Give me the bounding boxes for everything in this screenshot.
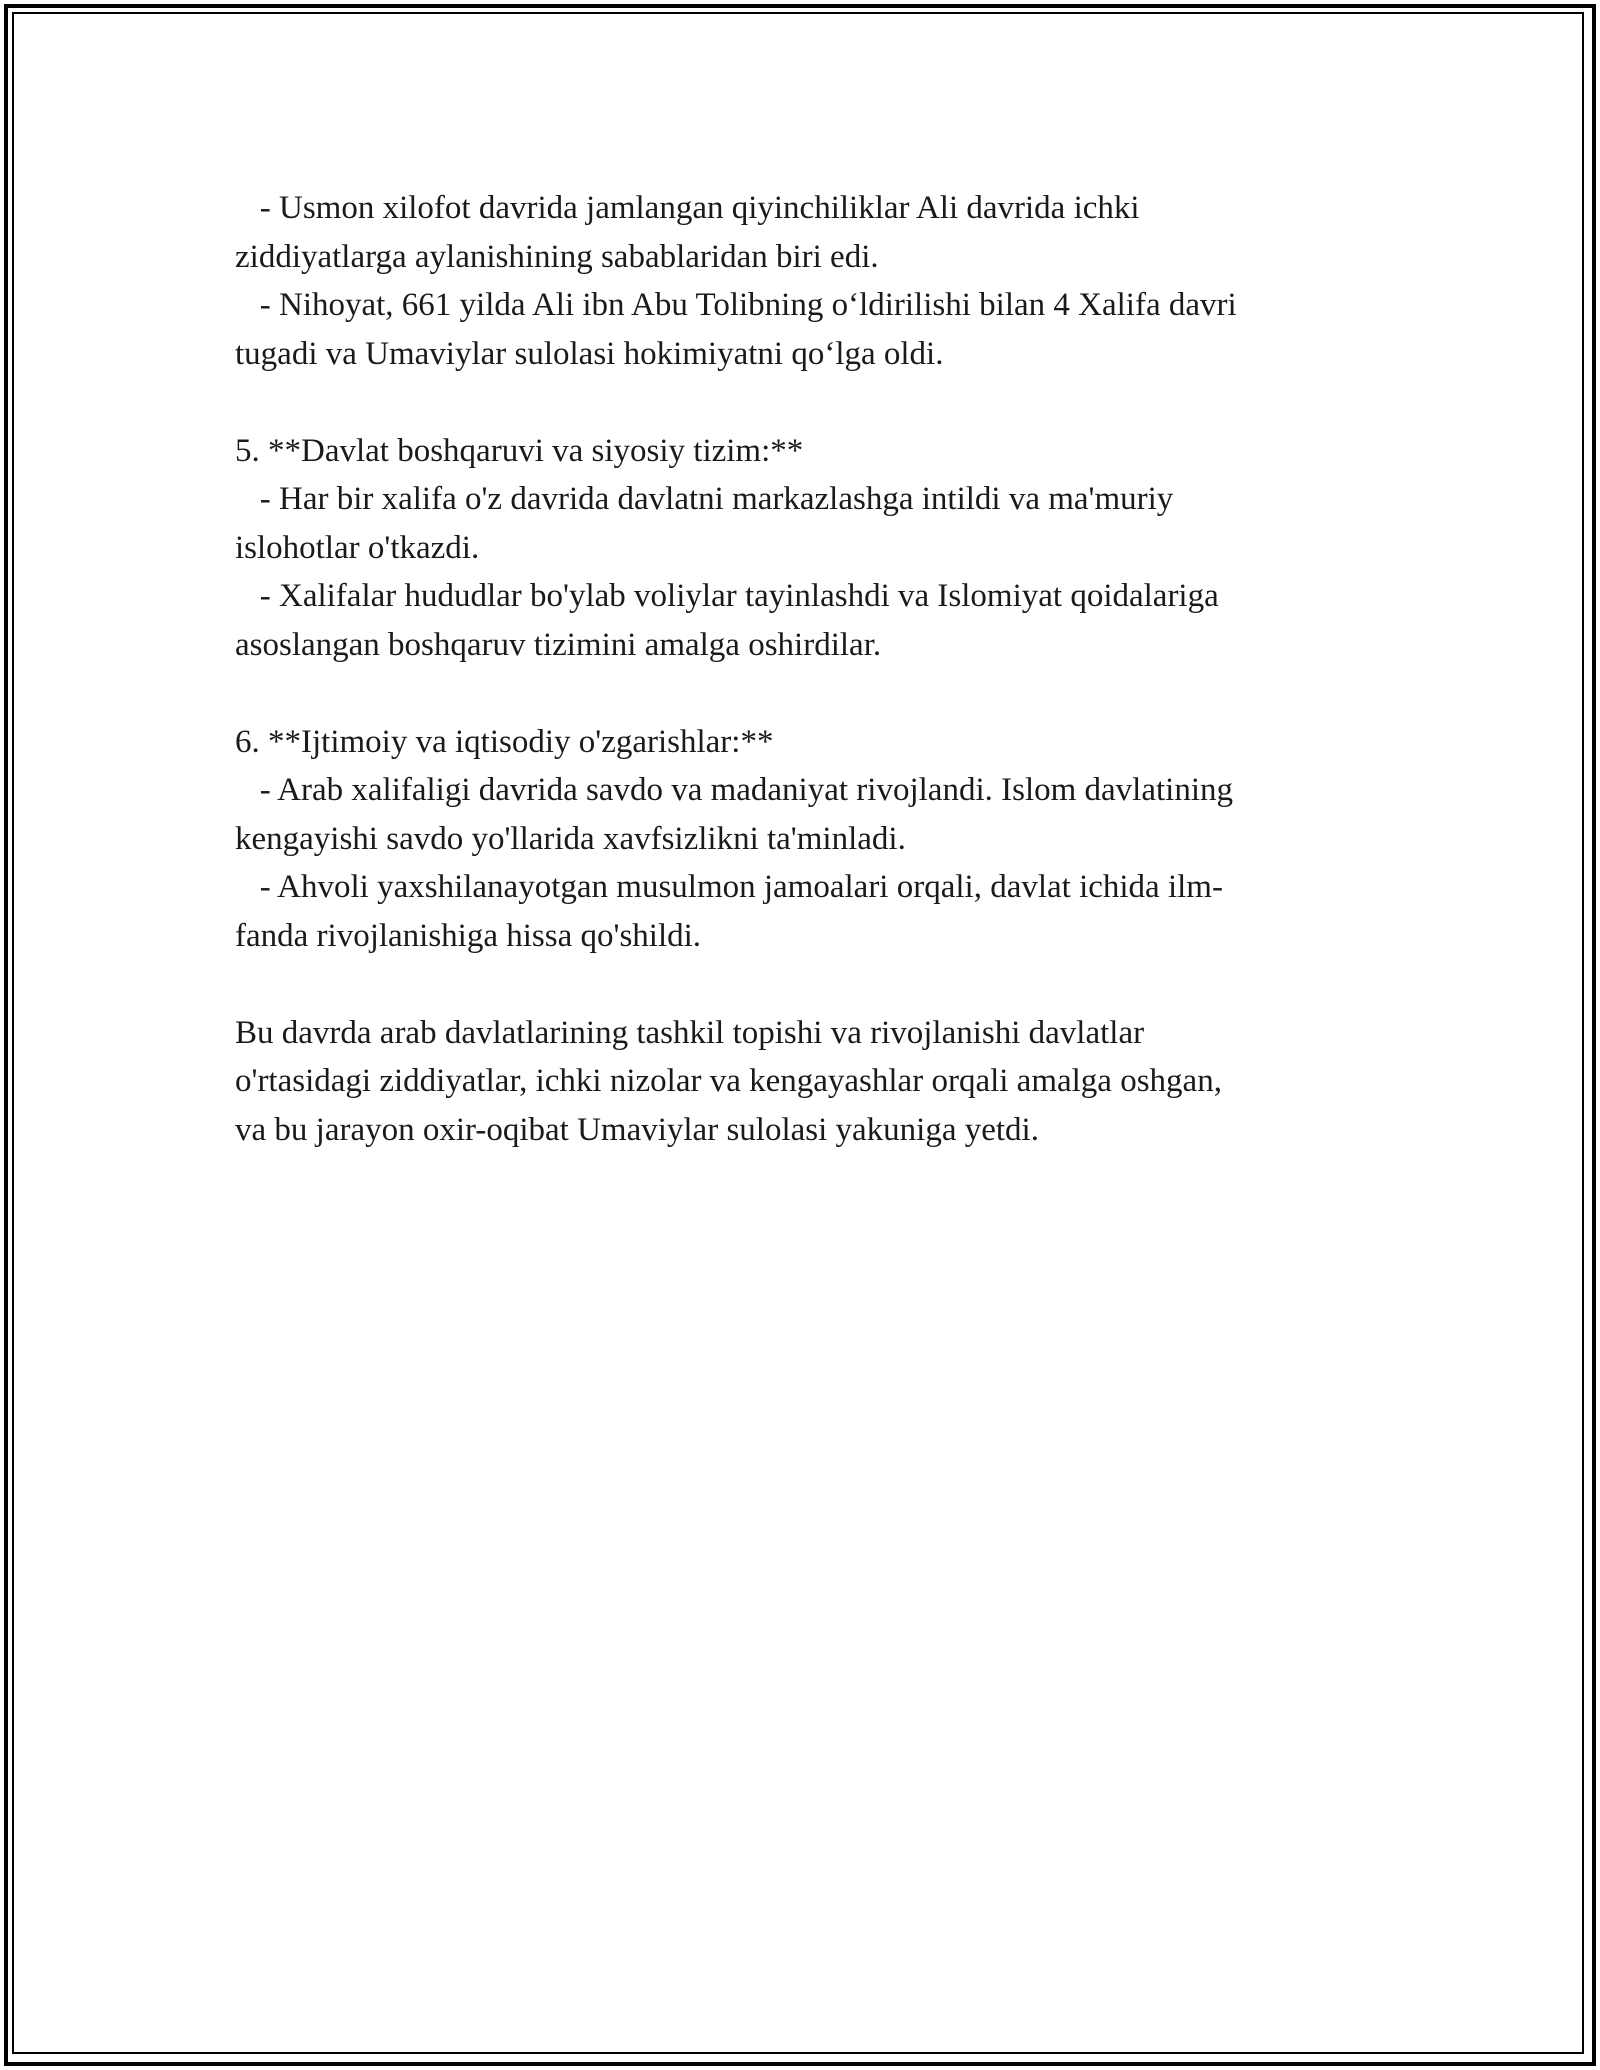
paragraph-caliphate-conflicts bbox=[235, 184, 1365, 378]
text-line: asoslangan boshqaruv tizimini amalga oshirdilar. bbox=[235, 626, 882, 663]
document-body bbox=[235, 184, 1365, 1154]
paragraph-spacer bbox=[235, 960, 1365, 1009]
paragraph-spacer bbox=[235, 669, 1365, 718]
text-line: kengayishi savdo yo'llarida xavfsizlikni ta'minladi. bbox=[235, 820, 906, 857]
text-line: tugadi va Umaviylar sulolasi hokimiyatni qo‘lga oldi. bbox=[235, 335, 944, 372]
text-line: - Har bir xalifa o'z davrida davlatni markazlashga intildi va ma'muriy bbox=[235, 481, 1174, 517]
text-line: - Ahvoli yaxshilanayotgan musulmon jamoalari orqali, davlat ichida ilm- bbox=[235, 869, 1223, 905]
text-line: ziddiyatlarga aylanishining sabablaridan biri edi. bbox=[235, 238, 879, 275]
section-governance bbox=[235, 427, 1365, 670]
text-line: islohotlar o'tkazdi. bbox=[235, 529, 480, 566]
text-line: - Usmon xilofot davrida jamlangan qiyinchiliklar Ali davrida ichki bbox=[235, 190, 1140, 226]
text-line: - Arab xalifaligi davrida savdo va madaniyat rivojlandi. Islom davlatining bbox=[235, 772, 1233, 808]
text-line: va bu jarayon oxir-oqibat Umaviylar sulolasi yakuniga yetdi. bbox=[235, 1111, 1039, 1148]
text-line: - Nihoyat, 661 yilda Ali ibn Abu Tolibning o‘ldirilishi bilan 4 Xalifa davri bbox=[235, 287, 1237, 323]
text-line: - Xalifalar hududlar bo'ylab voliylar tayinlashdi va Islomiyat qoidalariga bbox=[235, 578, 1219, 614]
paragraph-conclusion bbox=[235, 1009, 1365, 1155]
paragraph-spacer bbox=[235, 378, 1365, 427]
section-heading: 5. **Davlat boshqaruvi va siyosiy tizim:** bbox=[235, 432, 804, 469]
text-line: Bu davrda arab davlatlarining tashkil topishi va rivojlanishi davlatlar bbox=[235, 1014, 1145, 1051]
section-social-economic bbox=[235, 718, 1365, 961]
text-line: o'rtasidagi ziddiyatlar, ichki nizolar va kengayashlar orqali amalga oshgan, bbox=[235, 1063, 1222, 1099]
text-line: fanda rivojlanishiga hissa qo'shildi. bbox=[235, 917, 702, 954]
section-heading: 6. **Ijtimoiy va iqtisodiy o'zgarishlar:** bbox=[235, 723, 774, 760]
